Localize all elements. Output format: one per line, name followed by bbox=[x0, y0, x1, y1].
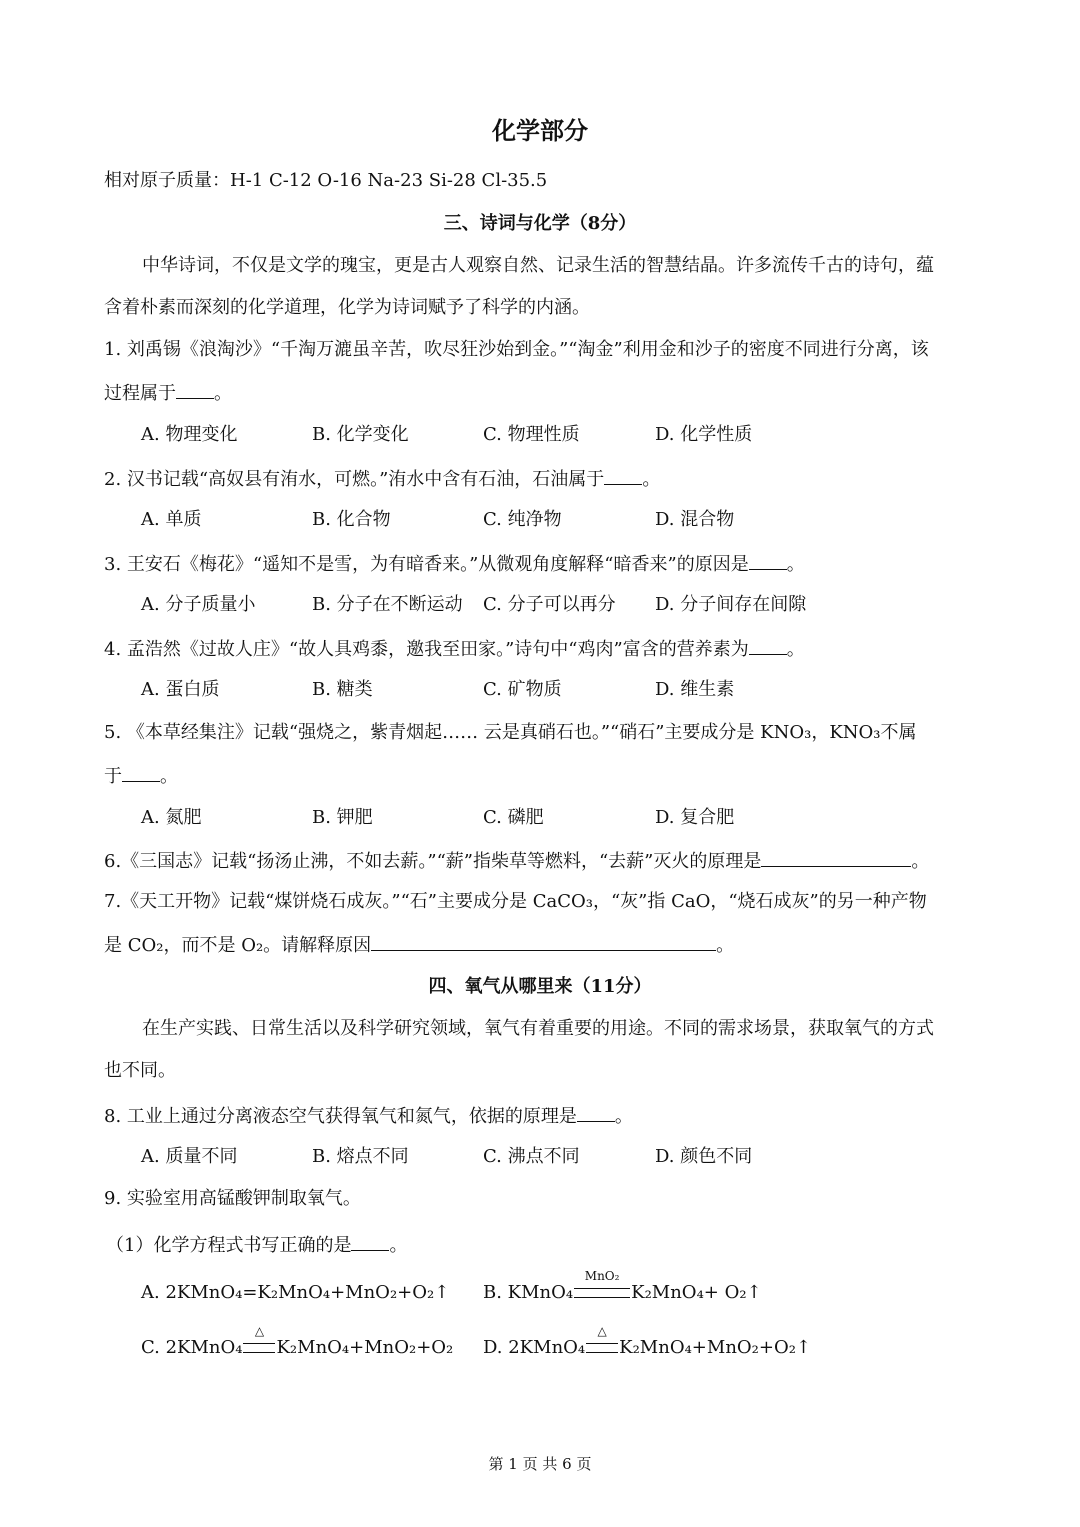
answer-blank[interactable] bbox=[122, 763, 160, 782]
question-2 bbox=[104, 466, 660, 492]
section-3-heading: 三、诗词与化学（8分） bbox=[443, 213, 637, 234]
q-end: 。 bbox=[716, 935, 735, 956]
q-text: 2. 汉书记载“高奴县有洧水，可燃。”洧水中含有石油，石油属于 bbox=[104, 469, 605, 490]
page-number: 第 1 页 共 6 页 bbox=[488, 1455, 592, 1473]
q-end: 。 bbox=[614, 1106, 633, 1127]
question-9: 9. 实验室用高锰酸钾制取氧气。 bbox=[104, 1188, 361, 1209]
question-4 bbox=[104, 636, 805, 662]
q-text: 于 bbox=[104, 766, 122, 787]
q-end: 。 bbox=[786, 554, 805, 575]
option-b: B. 熔点不同 bbox=[312, 1146, 409, 1167]
section-3-intro: 中华诗词，不仅是文学的瑰宝，更是古人观察自然、记录生活的智慧结晶。许多流传千古的诗句，蕴 bbox=[142, 255, 934, 276]
option-c: C. 沸点不同 bbox=[483, 1146, 580, 1167]
option-a: A. 物理变化 bbox=[141, 424, 238, 445]
q-text: 6.《三国志》记载“扬汤止沸，不如去薪。”“薪”指柴草等燃料，“去薪”灭火的原理是 bbox=[104, 851, 762, 872]
q-end: 。 bbox=[389, 1235, 408, 1256]
question-8 bbox=[104, 1103, 633, 1129]
question-7-cont bbox=[104, 932, 734, 958]
reactant: B. KMnO₄ bbox=[483, 1282, 574, 1303]
equation-option-a: A. 2KMnO₄=K₂MnO₄+MnO₂+O₂↑ bbox=[141, 1282, 450, 1303]
answer-blank[interactable] bbox=[577, 1103, 615, 1122]
q-text: （1）化学方程式书写正确的是 bbox=[106, 1235, 352, 1256]
question-1: 1. 刘禹锡《浪淘沙》“千淘万漉虽辛苦，吹尽狂沙始到金。”“淘金”利用金和沙子的密度不同进行分离，该 bbox=[104, 339, 929, 360]
section-4-intro-cont: 也不同。 bbox=[104, 1060, 176, 1081]
option-d: D. 化学性质 bbox=[655, 424, 753, 445]
q-end: 。 bbox=[786, 639, 805, 660]
q-end: 。 bbox=[160, 766, 178, 787]
reaction-arrow bbox=[586, 1324, 618, 1353]
option-d: D. 分子间存在间隙 bbox=[655, 594, 807, 615]
q-text: 3. 王安石《梅花》“遥知不是雪，为有暗香来。”从微观角度解释“暗香来”的原因是 bbox=[104, 554, 749, 575]
question-7: 7.《天工开物》记载“煤饼烧石成灰。”“石”主要成分是 CaCO₃，“灰”指 CaO，“烧石成灰”的另一种产物 bbox=[104, 891, 927, 912]
option-c: C. 分子可以再分 bbox=[483, 594, 616, 615]
option-b: B. 分子在不断运动 bbox=[312, 594, 463, 615]
option-a: A. 蛋白质 bbox=[141, 679, 220, 700]
q-text: 4. 孟浩然《过故人庄》“故人具鸡黍，邀我至田家。”诗句中“鸡肉”富含的营养素为 bbox=[104, 639, 749, 660]
option-c: C. 纯净物 bbox=[483, 509, 562, 530]
reaction-arrow bbox=[243, 1324, 275, 1353]
answer-blank[interactable] bbox=[176, 380, 214, 399]
option-a: A. 氮肥 bbox=[141, 807, 202, 828]
page-title: 化学部分 bbox=[492, 116, 588, 145]
option-d: D. 维生素 bbox=[655, 679, 735, 700]
q-end: 。 bbox=[642, 469, 661, 490]
answer-blank[interactable] bbox=[351, 1232, 389, 1251]
q-text: 是 CO₂，而不是 O₂。请解释原因 bbox=[104, 935, 372, 956]
products: K₂MnO₄+MnO₂+O₂↑ bbox=[619, 1337, 812, 1358]
reactant: D. 2KMnO₄ bbox=[483, 1337, 586, 1358]
question-1-cont bbox=[104, 380, 232, 406]
option-c: C. 矿物质 bbox=[483, 679, 562, 700]
section-4-intro: 在生产实践、日常生活以及科学研究领域，氧气有着重要的用途。不同的需求场景，获取氧气的方式 bbox=[142, 1018, 934, 1039]
section-3-intro-cont: 含着朴素而深刻的化学道理，化学为诗词赋予了科学的内涵。 bbox=[104, 297, 590, 318]
atomic-masses: 相对原子质量：H-1 C-12 O-16 Na-23 Si-28 Cl-35.5 bbox=[104, 170, 548, 191]
option-d: D. 复合肥 bbox=[655, 807, 735, 828]
equation-option-c bbox=[141, 1324, 454, 1360]
option-d: D. 颜色不同 bbox=[655, 1146, 753, 1167]
q-text: 8. 工业上通过分离液态空气获得氧气和氮气，依据的原理是 bbox=[104, 1106, 577, 1127]
reaction-arrow bbox=[574, 1269, 630, 1298]
heat-condition: △ bbox=[597, 1324, 607, 1338]
q-end: 。 bbox=[911, 851, 930, 872]
option-b: B. 钾肥 bbox=[312, 807, 373, 828]
question-5-cont bbox=[104, 763, 178, 789]
equation-option-b bbox=[483, 1269, 762, 1305]
question-6 bbox=[104, 848, 929, 874]
option-b: B. 糖类 bbox=[312, 679, 373, 700]
option-c: C. 物理性质 bbox=[483, 424, 580, 445]
option-a: A. 质量不同 bbox=[141, 1146, 238, 1167]
answer-blank[interactable] bbox=[749, 551, 787, 570]
equation-option-d bbox=[483, 1324, 812, 1360]
question-9-part-1 bbox=[106, 1232, 407, 1258]
answer-blank[interactable] bbox=[761, 848, 911, 867]
condition: MnO₂ bbox=[584, 1269, 620, 1283]
q-end: 。 bbox=[214, 383, 232, 404]
option-b: B. 化合物 bbox=[312, 509, 391, 530]
reactant: C. 2KMnO₄ bbox=[141, 1337, 243, 1358]
question-3 bbox=[104, 551, 805, 577]
option-c: C. 磷肥 bbox=[483, 807, 544, 828]
option-a: A. 单质 bbox=[141, 509, 202, 530]
answer-blank[interactable] bbox=[371, 932, 716, 951]
products: K₂MnO₄+MnO₂+O₂ bbox=[276, 1337, 454, 1358]
question-5: 5. 《本草经集注》记载“强烧之，紫青烟起…… 云是真硝石也。”“硝石”主要成分是 KNO₃，KNO₃不属 bbox=[104, 722, 917, 743]
answer-blank[interactable] bbox=[749, 636, 787, 655]
option-d: D. 混合物 bbox=[655, 509, 735, 530]
option-b: B. 化学变化 bbox=[312, 424, 409, 445]
products: K₂MnO₄+ O₂↑ bbox=[631, 1282, 762, 1303]
answer-blank[interactable] bbox=[604, 466, 642, 485]
q-text: 过程属于 bbox=[104, 383, 176, 404]
section-4-heading: 四、氧气从哪里来（11分） bbox=[428, 976, 652, 997]
option-a: A. 分子质量小 bbox=[141, 594, 256, 615]
heat-condition: △ bbox=[254, 1324, 265, 1338]
